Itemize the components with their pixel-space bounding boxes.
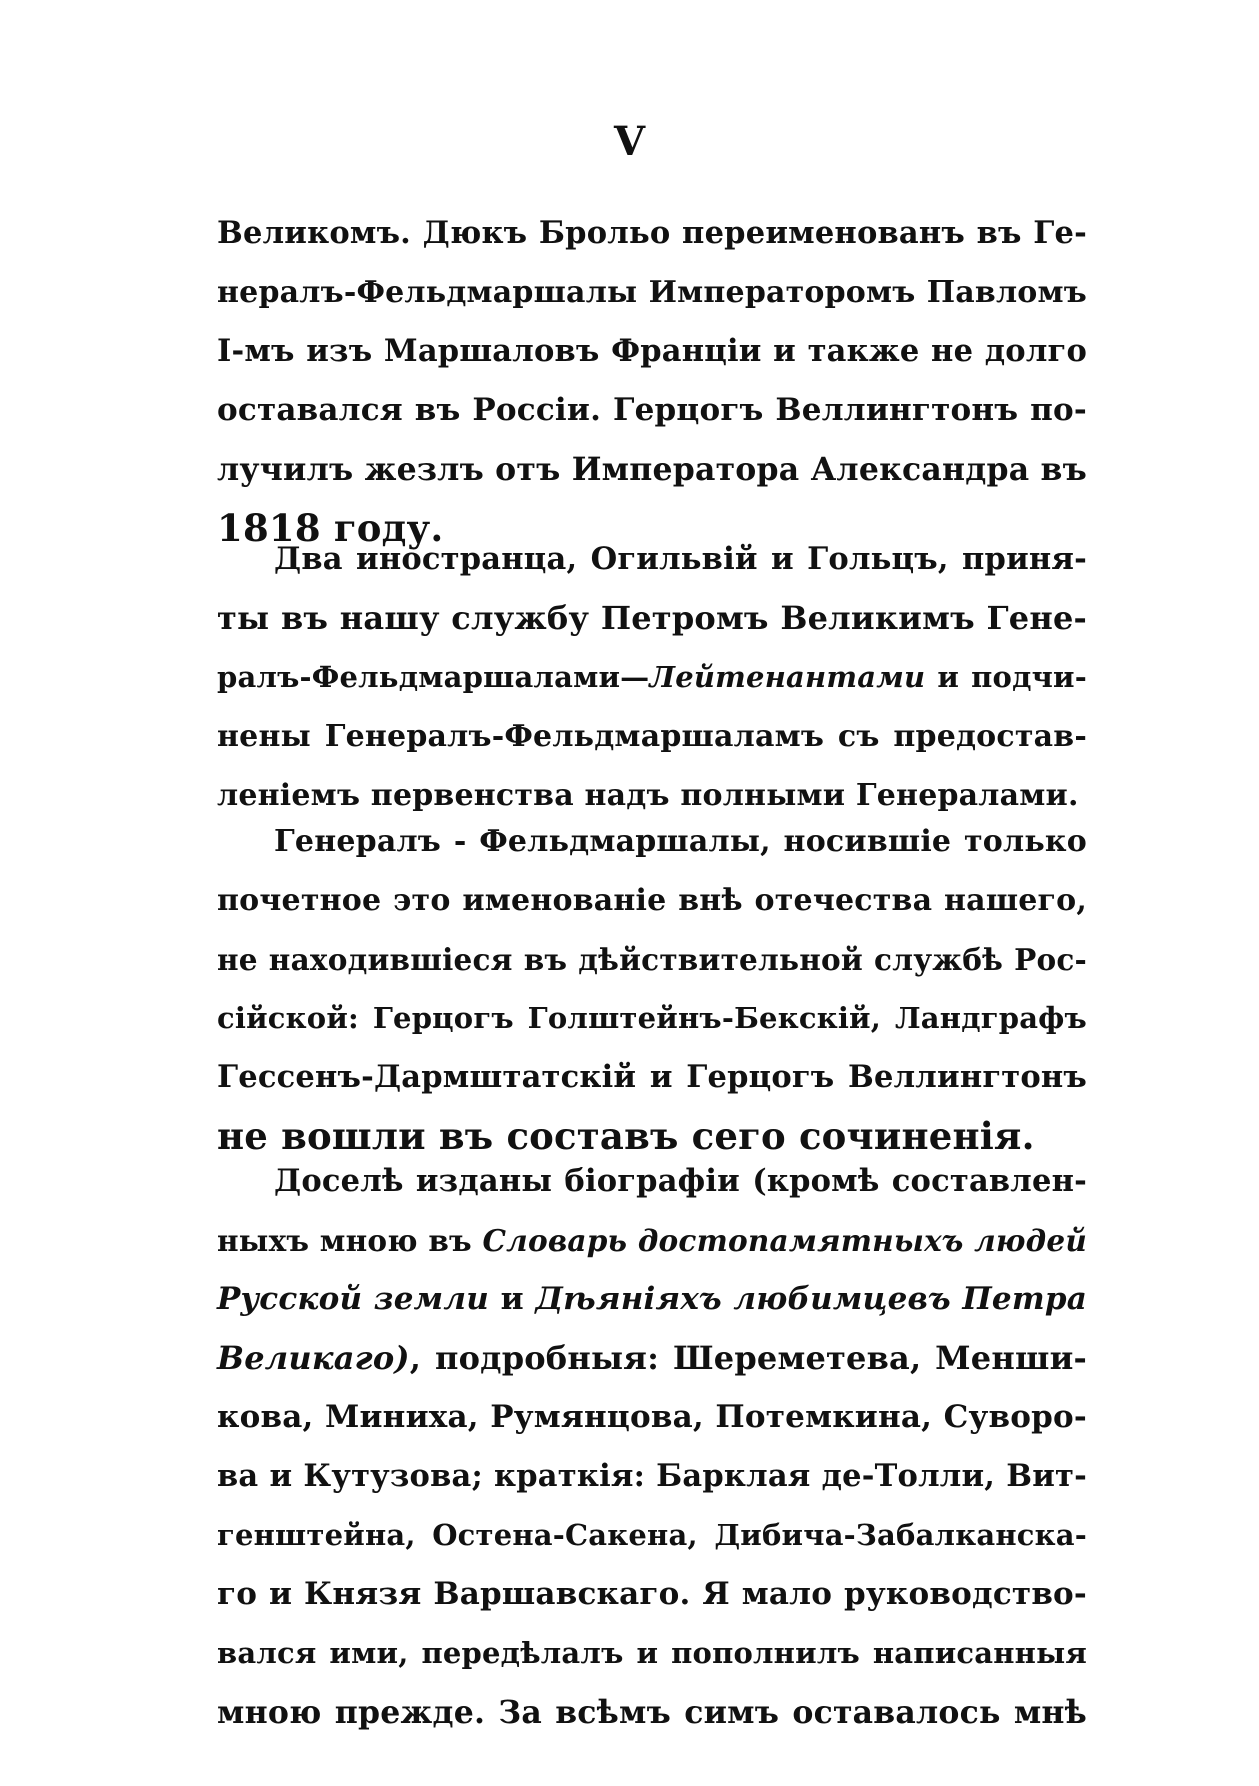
text-line <box>217 1565 1087 1624</box>
text-run: нены Генералъ-Фельдмаршаламъ съ предостав- <box>217 719 1087 754</box>
text-run: оставался въ Россіи. Герцогъ Веллингтонъ по- <box>217 392 1087 428</box>
text-run: не находившіеся въ дѣйствительной службѣ Рос- <box>217 942 1087 977</box>
text-line <box>217 1048 1087 1107</box>
text-line <box>217 648 1087 707</box>
text-line <box>217 1211 1087 1270</box>
text-line <box>217 204 1087 263</box>
italic-text: Словарь достопамятныхъ людей <box>482 1223 1087 1258</box>
italic-text: Великаго) <box>217 1339 410 1377</box>
text-run: и <box>489 1281 536 1317</box>
text-run: Генералъ - Фельдмаршалы, носившіе только <box>274 824 1087 859</box>
text-line <box>217 1329 1087 1388</box>
text-run: го и Князя Варшавскаго. Я мало руководство- <box>217 1576 1087 1612</box>
text-run: ныхъ мною въ <box>217 1223 483 1258</box>
text-line <box>217 871 1087 930</box>
text-run: вался ими, передѣлалъ и пополнилъ написанныя <box>217 1636 1087 1670</box>
text-run: кова, Миниха, Румянцова, Потемкина, Суворо- <box>217 1399 1087 1435</box>
text-run: мною прежде. За всѣмъ симъ оставалось мнѣ <box>217 1694 1087 1731</box>
text-line <box>217 530 1087 589</box>
paragraph-3 <box>217 812 1087 1166</box>
italic-text: Дѣяніяхъ любимцевъ Петра <box>535 1281 1087 1317</box>
text-line <box>217 440 1087 499</box>
text-run: леніемъ первенства надъ полными Генералами. <box>217 778 1079 813</box>
text-run: Два иностранца, Огильвій и Гольцъ, приня- <box>274 541 1087 577</box>
text-line <box>217 930 1087 989</box>
text-line <box>217 1152 1087 1211</box>
text-line <box>217 707 1087 766</box>
text-run: ва и Кутузова; краткія: Барклая де-Толли, Вит- <box>217 1458 1087 1494</box>
text-run: и подчи- <box>925 660 1087 694</box>
text-run: , подробныя: Шереметева, Менши- <box>409 1339 1087 1377</box>
text-run: генштейна, Остена-Сакена, Дибича-Забалканска- <box>217 1518 1087 1552</box>
text-run: ралъ-Фельдмаршалами— <box>217 660 650 694</box>
text-run: не вошли въ составъ сего сочиненія. <box>217 1114 1035 1158</box>
text-run: Великомъ. Дюкъ Брольо переименованъ въ Ге- <box>217 215 1087 251</box>
text-run: сійской: Герцогъ Голштейнъ-Бекскій, Ландграфъ <box>217 1001 1087 1035</box>
text-line <box>217 589 1087 648</box>
text-run: I-мъ изъ Маршаловъ Франціи и также не долго <box>217 333 1087 369</box>
paragraph-2 <box>217 530 1087 825</box>
italic-text: Русской земли <box>217 1281 489 1317</box>
text-line <box>217 263 1087 322</box>
italic-text: Лейтенантами <box>649 660 926 694</box>
paragraph-4 <box>217 1152 1087 1742</box>
text-line <box>217 1388 1087 1447</box>
paragraph-1 <box>217 204 1087 558</box>
text-run: лучилъ жезлъ отъ Императора Александра въ <box>217 451 1087 488</box>
text-line <box>217 1624 1087 1683</box>
text-run: Доселѣ изданы біографіи (кромѣ составлен- <box>274 1163 1087 1199</box>
text-line <box>217 322 1087 381</box>
text-run: нералъ-Фельдмаршалы Императоромъ Павломъ <box>217 275 1087 310</box>
text-run: ты въ нашу службу Петромъ Великимъ Гене- <box>217 599 1087 637</box>
text-line <box>217 989 1087 1048</box>
text-line <box>217 1270 1087 1329</box>
text-line <box>217 812 1087 871</box>
text-run: почетное это именованіе внѣ отечества нашего, <box>217 883 1087 918</box>
text-line <box>217 381 1087 440</box>
page-number: V <box>613 118 646 165</box>
text-run: Гессенъ-Дармштатскій и Герцогъ Веллингтонъ <box>217 1059 1087 1095</box>
text-run: 1818 году. <box>217 506 444 550</box>
text-line <box>217 1683 1087 1742</box>
text-line <box>217 1447 1087 1506</box>
text-line <box>217 1506 1087 1565</box>
